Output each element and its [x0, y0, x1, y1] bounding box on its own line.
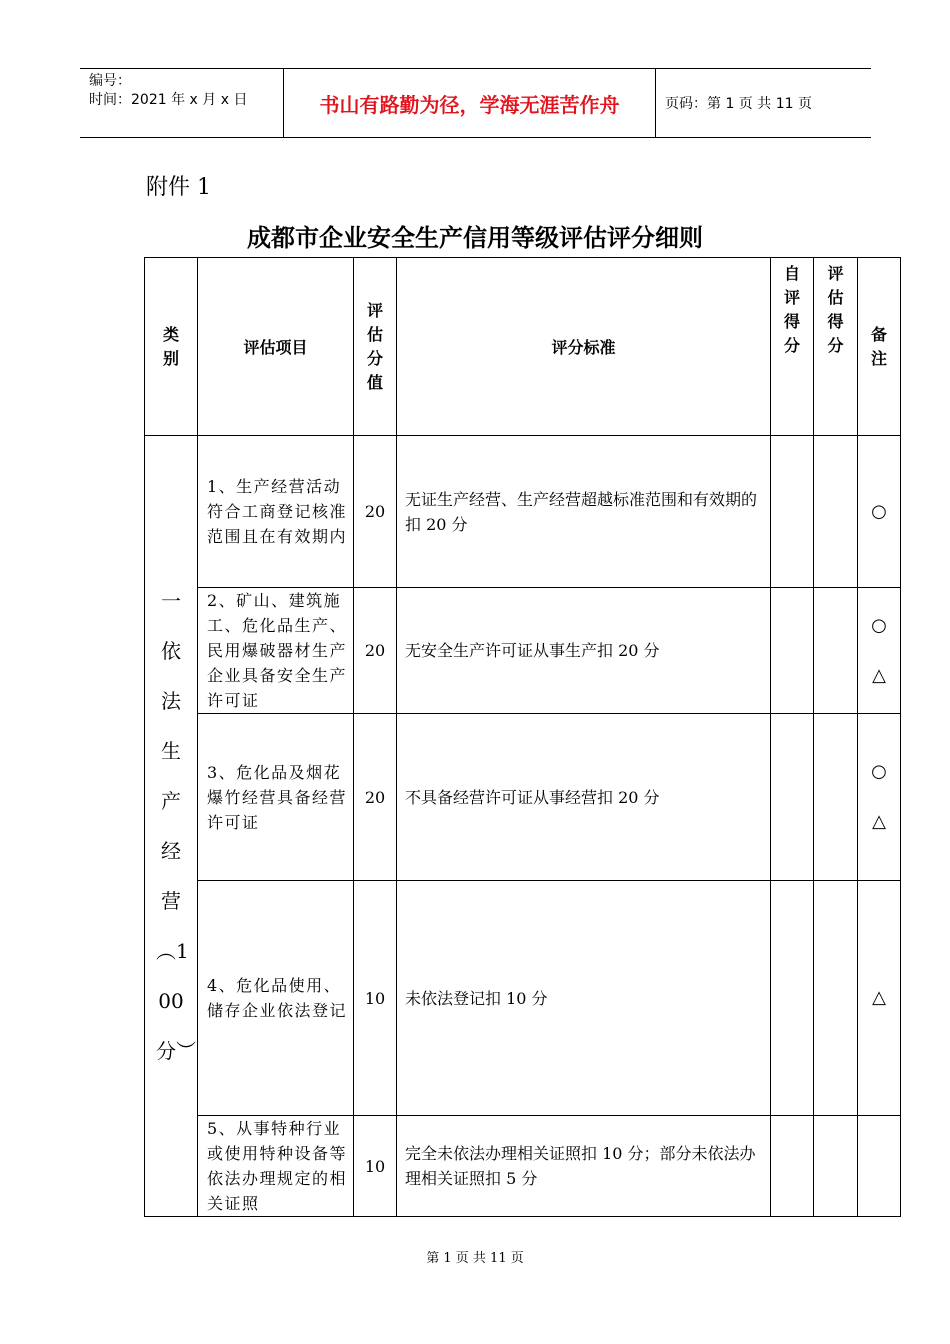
document-number: 编号： — [89, 73, 131, 89]
assess-score-cell — [814, 588, 858, 714]
header-item: 评估项目 — [198, 258, 354, 436]
item-cell: 2、矿山、建筑施工、危化品生产、民用爆破器材生产企业具备安全生产许可证 — [198, 588, 354, 714]
scoring-table — [144, 257, 901, 1217]
table-row — [145, 1116, 901, 1217]
note-cell: ○ — [858, 436, 901, 588]
item-cell: 1、生产经营活动符合工商登记核准范围且在有效期内 — [198, 436, 354, 588]
self-score-cell — [771, 714, 814, 881]
assess-score-cell — [814, 1116, 858, 1217]
table-row — [145, 436, 901, 588]
table-row — [145, 588, 901, 714]
self-score-cell — [771, 588, 814, 714]
header-page-info: 页码：第 1 页 共 11 页 — [665, 96, 812, 112]
document-date: 时间：2021 年 x 月 x 日 — [89, 92, 248, 108]
note-cell: ○△ — [858, 714, 901, 881]
header-divider — [655, 69, 656, 137]
standard-cell: 未依法登记扣 10 分 — [397, 881, 771, 1116]
score-cell: 20 — [354, 588, 397, 714]
page-footer: 第 1 页 共 11 页 — [426, 1251, 524, 1266]
category-cell: 一依法生产经营︵100分︶ — [145, 436, 198, 1217]
header-meta — [89, 72, 247, 110]
assess-score-cell — [814, 436, 858, 588]
table-row — [145, 881, 901, 1116]
score-cell: 20 — [354, 714, 397, 881]
document-title: 成都市企业安全生产信用等级评估评分细则 — [247, 224, 703, 252]
assess-score-cell — [814, 881, 858, 1116]
self-score-cell — [771, 436, 814, 588]
note-cell: ○△ — [858, 588, 901, 714]
assess-score-cell — [814, 714, 858, 881]
standard-cell: 无证生产经营、生产经营超越标准范围和有效期的扣 20 分 — [397, 436, 771, 588]
standard-cell: 不具备经营许可证从事经营扣 20 分 — [397, 714, 771, 881]
header-assess-score: 评估得分 — [814, 258, 858, 436]
item-cell: 5、从事特种行业或使用特种设备等依法办理规定的相关证照 — [198, 1116, 354, 1217]
score-cell: 20 — [354, 436, 397, 588]
standard-cell: 无安全生产许可证从事生产扣 20 分 — [397, 588, 771, 714]
item-cell: 3、危化品及烟花爆竹经营具备经营许可证 — [198, 714, 354, 881]
header-score: 评估分值 — [354, 258, 397, 436]
table-row — [145, 714, 901, 881]
header-note: 备注 — [858, 258, 901, 436]
note-cell: △ — [858, 881, 901, 1116]
item-cell: 4、危化品使用、储存企业依法登记 — [198, 881, 354, 1116]
score-cell: 10 — [354, 1116, 397, 1217]
self-score-cell — [771, 881, 814, 1116]
table-header-row — [145, 258, 901, 436]
header-self-score: 自评得分 — [771, 258, 814, 436]
attachment-label: 附件 1 — [146, 175, 211, 200]
self-score-cell — [771, 1116, 814, 1217]
header-motto: 书山有路勤为径，学海无涯苦作舟 — [319, 92, 620, 117]
note-cell — [858, 1116, 901, 1217]
header-category: 类别 — [145, 258, 198, 436]
header-standard: 评分标准 — [397, 258, 771, 436]
score-cell: 10 — [354, 881, 397, 1116]
standard-cell: 完全未依法办理相关证照扣 10 分；部分未依法办理相关证照扣 5 分 — [397, 1116, 771, 1217]
page-header — [80, 68, 871, 138]
